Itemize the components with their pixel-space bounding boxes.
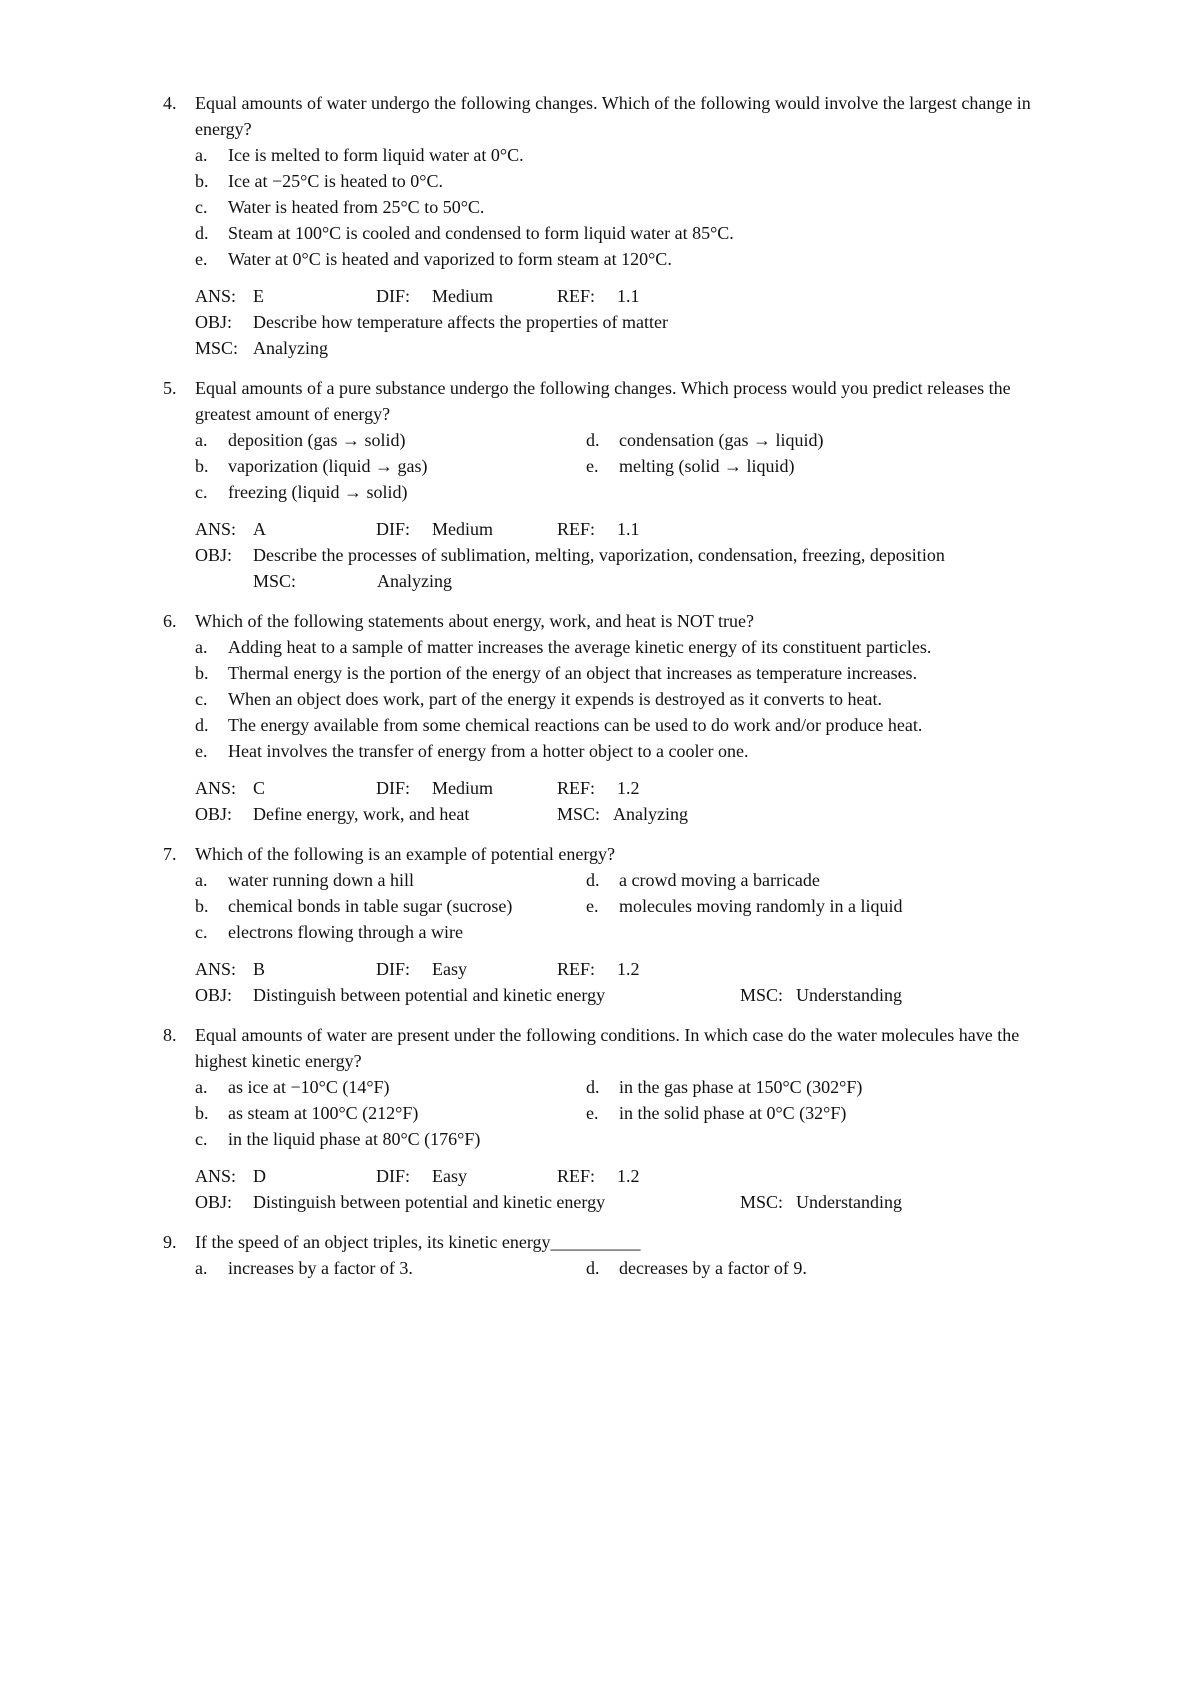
msc-value: Analyzing [613, 804, 688, 824]
question-8 [163, 1022, 1045, 1215]
choice-column-left [195, 1255, 586, 1281]
choice-text: freezing (liquid → solid) [228, 482, 408, 502]
choice-text: decreases by a factor of 9. [619, 1258, 807, 1278]
choice-text: as ice at −10°C (14°F) [228, 1077, 390, 1097]
ans-dif-ref-row [195, 956, 1045, 982]
question-9 [163, 1229, 1045, 1281]
choice-letter: a. [195, 145, 208, 165]
choice-letter: a. [195, 870, 208, 890]
msc-value: Analyzing [377, 571, 452, 591]
choice-letter: e. [195, 741, 208, 761]
choice-row [195, 660, 1045, 686]
choice-text: The energy available from some chemical reactions can be used to do work and/or produce heat. [228, 715, 923, 735]
choice-text: Water is heated from 25°C to 50°C. [228, 197, 485, 217]
question-number: 8. [163, 1025, 177, 1045]
choice-row [195, 1100, 586, 1126]
ans-label: ANS: [195, 778, 237, 798]
ans-dif-ref-row [195, 1163, 1045, 1189]
question-4 [163, 90, 1045, 361]
ans-value: C [253, 778, 266, 798]
obj-value: Describe how temperature affects the properties of matter [253, 312, 668, 332]
choice-column-left [195, 867, 586, 945]
msc-label: MSC: [740, 985, 784, 1005]
choice-letter: c. [195, 689, 208, 709]
choice-columns [195, 1255, 1045, 1281]
question-head [163, 841, 1045, 867]
msc-value: Understanding [796, 985, 902, 1005]
choice-columns [195, 867, 1045, 945]
obj-label: OBJ: [195, 804, 233, 824]
dif-label: DIF: [376, 286, 411, 306]
choice-letter: a. [195, 1258, 208, 1278]
ans-label: ANS: [195, 286, 237, 306]
choice-letter: e. [586, 1103, 599, 1123]
ans-dif-ref-row [195, 283, 1045, 309]
choice-row [195, 919, 586, 945]
choice-letter: d. [586, 430, 600, 450]
question-head [163, 1022, 1045, 1074]
obj-label: OBJ: [195, 312, 233, 332]
choice-row [195, 479, 586, 505]
ref-value: 1.2 [617, 959, 640, 979]
dif-value: Medium [432, 286, 493, 306]
choice-row [586, 427, 1045, 453]
msc-row [195, 568, 1045, 594]
ref-value: 1.2 [617, 778, 640, 798]
obj-value: Distinguish between potential and kinetic energy [253, 1192, 606, 1212]
obj-label: OBJ: [195, 985, 233, 1005]
obj-value: Distinguish between potential and kinetic energy [253, 985, 606, 1005]
msc-row [195, 335, 1045, 361]
choice-row [586, 1074, 1045, 1100]
obj-row [195, 309, 1045, 335]
choice-text: Steam at 100°C is cooled and condensed to form liquid water at 85°C. [228, 223, 734, 243]
choice-letter: d. [195, 223, 209, 243]
choice-letter: a. [195, 637, 208, 657]
choice-text: in the gas phase at 150°C (302°F) [619, 1077, 863, 1097]
choice-row [195, 712, 1045, 738]
choice-row [195, 1074, 586, 1100]
choice-row [586, 893, 1045, 919]
ref-value: 1.1 [617, 286, 640, 306]
msc-value: Analyzing [253, 338, 328, 358]
ref-label: REF: [557, 519, 596, 539]
choice-text: When an object does work, part of the energy it expends is destroyed as it converts to heat. [228, 689, 882, 709]
ans-dif-ref-row [195, 516, 1045, 542]
obj-value: Describe the processes of sublimation, melting, vaporization, condensation, freezing, deposition [253, 545, 945, 565]
ref-value: 1.2 [617, 1166, 640, 1186]
choice-row [195, 1255, 586, 1281]
question-stem: Which of the following statements about energy, work, and heat is NOT true? [195, 611, 755, 631]
choice-row [195, 893, 586, 919]
dif-value: Medium [432, 778, 493, 798]
choice-row [195, 142, 1045, 168]
ref-label: REF: [557, 778, 596, 798]
dif-value: Easy [432, 959, 467, 979]
choice-text: electrons flowing through a wire [228, 922, 463, 942]
choice-letter: b. [195, 456, 209, 476]
question-number: 6. [163, 611, 177, 631]
choice-text: increases by a factor of 3. [228, 1258, 413, 1278]
choice-letter: d. [586, 1077, 600, 1097]
choice-text: melting (solid → liquid) [619, 456, 795, 476]
choice-text: vaporization (liquid → gas) [228, 456, 428, 476]
choice-columns [195, 427, 1045, 505]
question-stem: If the speed of an object triples, its kinetic energy__________ [195, 1232, 641, 1252]
question-stem: Equal amounts of a pure substance undergo the following changes. Which process would you predict releases the greatest amount of energy? [195, 378, 1011, 424]
choice-letter: c. [195, 1129, 208, 1149]
msc-label: MSC: [557, 804, 601, 824]
choice-row [195, 1126, 586, 1152]
choice-letter: e. [586, 896, 599, 916]
choice-text: in the liquid phase at 80°C (176°F) [228, 1129, 481, 1149]
msc-label: MSC: [740, 1192, 784, 1212]
choice-text: Ice at −25°C is heated to 0°C. [228, 171, 443, 191]
choice-column-left [195, 427, 586, 505]
choice-letter: d. [195, 715, 209, 735]
choice-row [586, 453, 1045, 479]
choice-column-right [586, 1255, 1045, 1281]
choice-letter: b. [195, 896, 209, 916]
question-stem: Which of the following is an example of potential energy? [195, 844, 616, 864]
ref-label: REF: [557, 1166, 596, 1186]
choice-list [195, 634, 1045, 764]
obj-msc-row [195, 982, 1045, 1008]
answer-block [195, 283, 1045, 361]
choice-text: as steam at 100°C (212°F) [228, 1103, 419, 1123]
ref-label: REF: [557, 959, 596, 979]
question-6 [163, 608, 1045, 827]
question-number: 4. [163, 93, 177, 113]
question-number: 7. [163, 844, 177, 864]
choice-letter: d. [586, 870, 600, 890]
choice-text: a crowd moving a barricade [619, 870, 820, 890]
choice-row [195, 634, 1045, 660]
question-number: 5. [163, 378, 177, 398]
obj-label: OBJ: [195, 545, 233, 565]
ans-value: A [253, 519, 266, 539]
choice-row [195, 246, 1045, 272]
answer-block [195, 956, 1045, 1008]
ans-label: ANS: [195, 1166, 237, 1186]
choice-row [195, 738, 1045, 764]
choice-row [195, 453, 586, 479]
choice-row [195, 686, 1045, 712]
choice-letter: b. [195, 663, 209, 683]
choice-letter: c. [195, 482, 208, 502]
answer-block [195, 1163, 1045, 1215]
choice-row [586, 867, 1045, 893]
msc-label: MSC: [253, 571, 297, 591]
choice-letter: e. [586, 456, 599, 476]
ref-value: 1.1 [617, 519, 640, 539]
ans-value: E [253, 286, 264, 306]
choice-text: Thermal energy is the portion of the energy of an object that increases as temperature increases. [228, 663, 918, 683]
choice-row [195, 220, 1045, 246]
choice-column-right [586, 1074, 1045, 1152]
question-7 [163, 841, 1045, 1008]
ans-value: D [253, 1166, 266, 1186]
obj-value: Define energy, work, and heat [253, 804, 470, 824]
choice-text: Adding heat to a sample of matter increases the average kinetic energy of its constituent particles. [228, 637, 932, 657]
question-stem: Equal amounts of water undergo the following changes. Which of the following would involve the largest change in energy? [195, 93, 1031, 139]
question-number: 9. [163, 1232, 177, 1252]
question-5 [163, 375, 1045, 594]
choice-text: chemical bonds in table sugar (sucrose) [228, 896, 513, 916]
choice-text: Water at 0°C is heated and vaporized to form steam at 120°C. [228, 249, 672, 269]
dif-label: DIF: [376, 959, 411, 979]
ans-label: ANS: [195, 519, 237, 539]
question-head [163, 90, 1045, 142]
obj-msc-row [195, 801, 1045, 827]
answer-block [195, 516, 1045, 594]
choice-row [195, 867, 586, 893]
obj-row [195, 542, 1045, 568]
choice-list [195, 142, 1045, 272]
choice-letter: c. [195, 922, 208, 942]
dif-value: Easy [432, 1166, 467, 1186]
question-head [163, 608, 1045, 634]
choice-column-left [195, 1074, 586, 1152]
choice-text: molecules moving randomly in a liquid [619, 896, 903, 916]
choice-row [195, 427, 586, 453]
choice-row [195, 194, 1045, 220]
choice-text: condensation (gas → liquid) [619, 430, 824, 450]
choice-letter: d. [586, 1258, 600, 1278]
obj-label: OBJ: [195, 1192, 233, 1212]
question-head [163, 1229, 1045, 1255]
dif-value: Medium [432, 519, 493, 539]
choice-letter: e. [195, 249, 208, 269]
choice-row [195, 168, 1045, 194]
choice-row [586, 1255, 1045, 1281]
choice-letter: a. [195, 1077, 208, 1097]
choice-text: Heat involves the transfer of energy from a hotter object to a cooler one. [228, 741, 749, 761]
ref-label: REF: [557, 286, 596, 306]
msc-label: MSC: [195, 338, 239, 358]
answer-block [195, 775, 1045, 827]
ans-label: ANS: [195, 959, 237, 979]
msc-value: Understanding [796, 1192, 902, 1212]
choice-text: water running down a hill [228, 870, 414, 890]
dif-label: DIF: [376, 1166, 411, 1186]
choice-column-right [586, 427, 1045, 505]
choice-letter: a. [195, 430, 208, 450]
choice-column-right [586, 867, 1045, 945]
choice-letter: c. [195, 197, 208, 217]
question-head [163, 375, 1045, 427]
choice-text: deposition (gas → solid) [228, 430, 406, 450]
choice-row [586, 1100, 1045, 1126]
ans-dif-ref-row [195, 775, 1045, 801]
choice-text: in the solid phase at 0°C (32°F) [619, 1103, 847, 1123]
choice-letter: b. [195, 1103, 209, 1123]
dif-label: DIF: [376, 778, 411, 798]
ans-value: B [253, 959, 266, 979]
choice-columns [195, 1074, 1045, 1152]
dif-label: DIF: [376, 519, 411, 539]
question-stem: Equal amounts of water are present under the following conditions. In which case do the water molecules have the highest kinetic energy? [195, 1025, 1020, 1071]
choice-letter: b. [195, 171, 209, 191]
obj-msc-row [195, 1189, 1045, 1215]
choice-text: Ice is melted to form liquid water at 0°C. [228, 145, 524, 165]
